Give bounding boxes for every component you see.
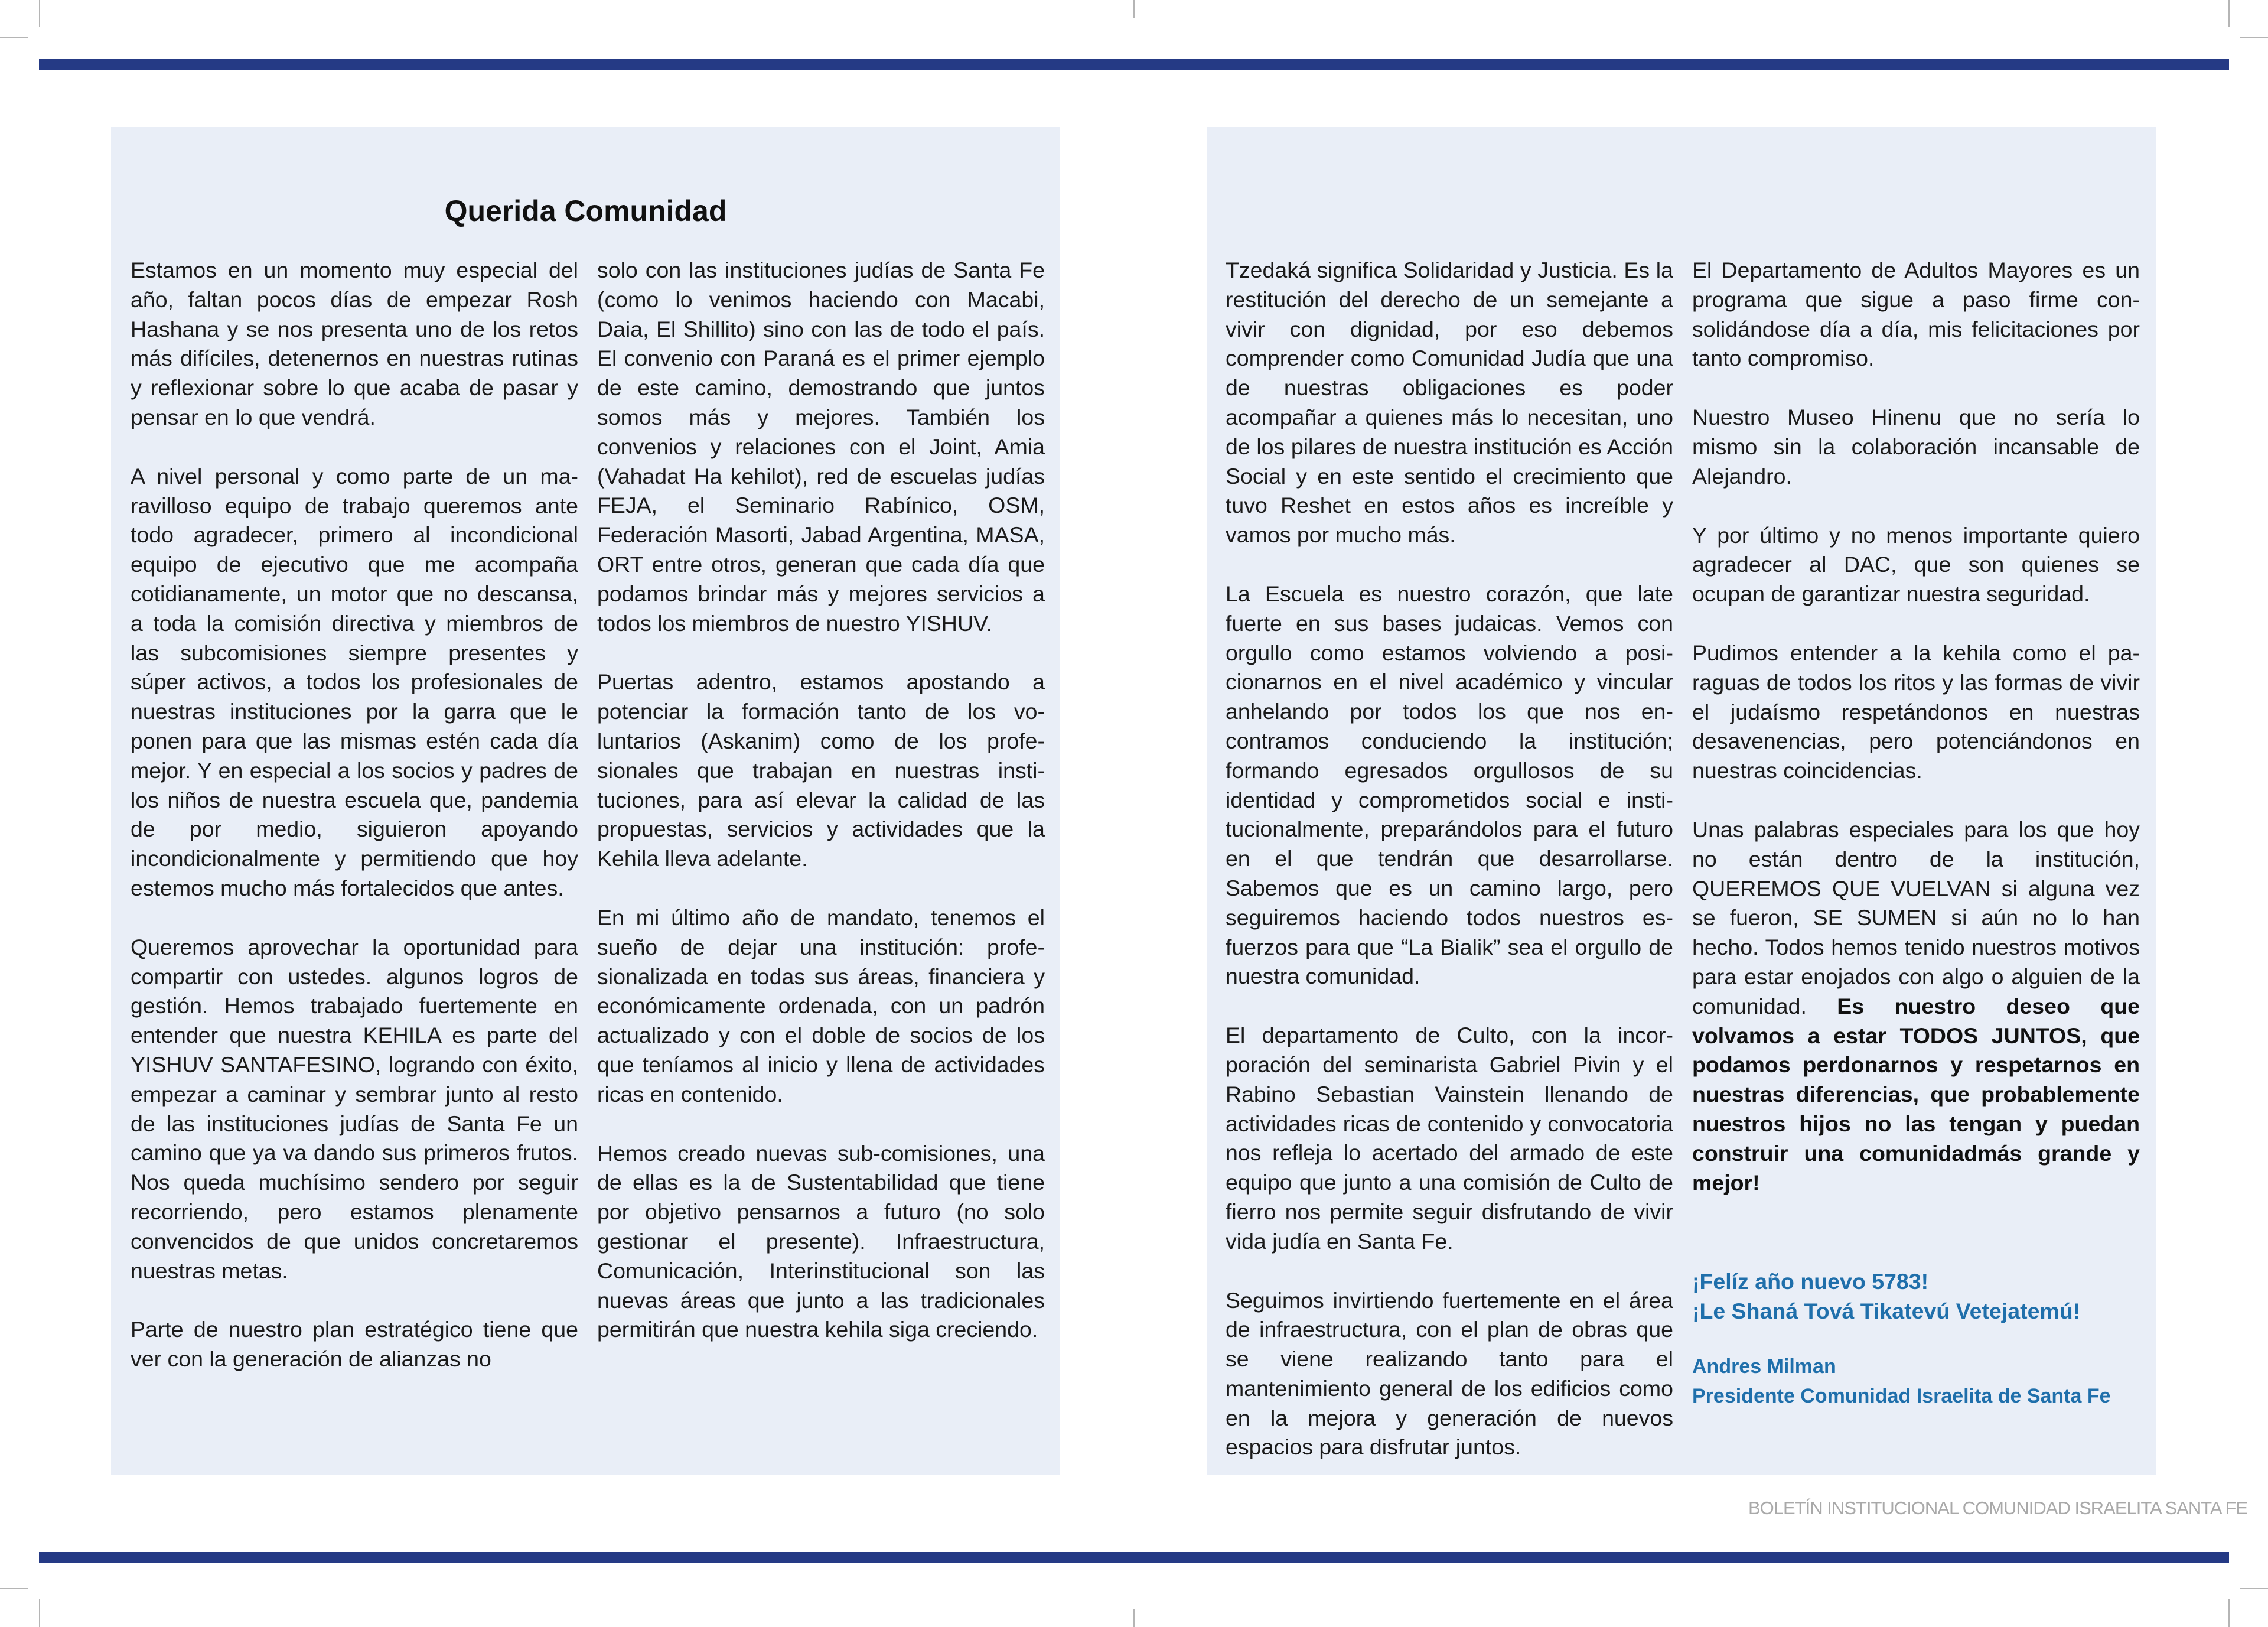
paragraph: Hemos creado nuevas sub-comisiones, una de ellas es la de Sustentabilidad que tiene por objetivo pensarnos a futuro (no solo gestionar el presente). Infraestructura, Comunicación, Interinstitucional son las nuevas áreas que junto a las tradicionales permitirán que nuestra kehila siga creciendo. — [597, 1140, 1045, 1342]
footer-publication-name: BOLETÍN INSTITUCIONAL COMUNIDAD ISRAELITA SANTA FE — [1748, 1498, 2248, 1518]
left-column-2 — [597, 256, 1045, 1374]
paragraph: Parte de nuestro plan estratégico tiene que ver con la generación de alianzas no — [131, 1317, 578, 1372]
paragraph: Puertas adentro, estamos apostando a potenciar la formación tanto de los voluntarios (Askanim) como de los profesionales que trabajan en nuestras instituciones, para así elevar la calidad de las propuestas, servicios y actividades que la Kehila lleva adelante. — [597, 669, 1045, 871]
paragraph: El departamento de Culto, con la incorporación del seminarista Gabriel Pivin y el Rabino Sebastian Vainstein llenando de actividades ricas de contenido y convocatoria nos refleja lo acertado del armado de este equipo que junto a una comisión de Culto de fierro nos permite seguir disfrutando de vivir vida judía en Santa Fe. — [1226, 1023, 1673, 1254]
left-column-1 — [131, 256, 578, 1404]
crop-mark — [2228, 1599, 2230, 1627]
crop-mark — [39, 1599, 40, 1627]
right-column-1 — [1226, 256, 1673, 1492]
closing-text: Unas palabras especiales para los que hoy no están dentro de la institución, QUEREMOS QUE VUELVAN si alguna vez se fueron, SE SUMEN si aún no lo han hecho. Todos hemos tenido nuestros motivos para estar enojados con algo o alguien de la comunidad. — [1692, 816, 2140, 1018]
page-title: Querida Comunidad — [444, 194, 727, 227]
left-text-panel — [111, 127, 1060, 1475]
greeting-new-year: ¡Felíz año nuevo 5783! — [1692, 1269, 1929, 1294]
bottom-rule — [39, 1552, 2229, 1563]
paragraph: Pudimos entender a la kehila como el paraguas de todos los ritos y las formas de vivir el judaísmo respetándonos en nuestras desavenencias, pero potenciándonos en nuestras coincidencias. — [1692, 640, 2140, 783]
paragraph: La Escuela es nuestro corazón, que late fuerte en sus bases judaicas. Vemos con orgullo como estamos volviendo a posicionarnos en el nivel académico y vincular anhelando por todos los que nos encontramos conduciendo la institución; formando egresados orgullosos de su identidad y comprometidos social e institucionalmente, preparándolos para el futuro en el que tendrán que desarrollarse. Sabemos que es un camino largo, pero seguiremos haciendo todos nuestros esfuerzos para que “La Bialik” sea el orgullo de nuestra comunidad. — [1226, 581, 1673, 989]
top-rule — [39, 59, 2229, 70]
paragraph: El Departamento de Adultos Mayores es un programa que sigue a paso firme consolidándose día a día, mis felicitaciones por tanto compromiso. — [1692, 258, 2140, 371]
crop-mark — [2228, 0, 2230, 27]
signature-role: Presidente Comunidad Israelita de Santa Fe — [1692, 1385, 2111, 1408]
paragraph: Queremos aprovechar la oportunidad para compartir con ustedes. algunos logros de gestión. Hemos trabajado fuertemente en entender que nuestra KEHILA es parte del YISHUV SANTAFESINO, logrando con éxito, empezar a caminar y sembrar junto al resto de las instituciones judías de Santa Fe un camino que ya va dando sus primeros frutos. Nos queda muchísimo sendero por seguir recorriendo, pero estamos plenamente convencidos de que unidos concretaremos nuestras metas. — [131, 934, 578, 1283]
paragraph: A nivel personal y como parte de un maravilloso equipo de trabajo queremos ante todo agradecer, primero al incondicional equipo de ejecutivo que me acompaña cotidianamente, un motor que no descansa, a toda la comisión directiva y miembros de las subcomisiones siempre presentes y súper activos, a todos los profesionales de nuestras instituciones por la garra que le ponen para que las mismas estén cada día mejor. Y en especial a los socios y padres de los niños de nuestra escuela que, pandemia de por medio, siguieron apoyando incondicionalmente y permitiendo que hoy estemos mucho más fortalecidos que antes. — [131, 463, 578, 900]
crop-mark — [0, 37, 28, 38]
crop-mark — [2240, 1588, 2268, 1589]
crop-mark — [1133, 1609, 1135, 1627]
crop-mark — [1133, 0, 1135, 18]
paragraph: solo con las instituciones judías de Santa Fe (como lo venimos haciendo con Macabi, Daia, El Shillito) sino con las de todo el país. El convenio con Paraná es el primer ejemplo de este camino, demostrando que juntos somos más y mejores. También los convenios y relaciones con el Joint, Amia (Vahadat Ha kehilot), red de escuelas judías FEJA, el Seminario Rabínico, OSM, Federación Masorti, Jabad Argentina, MASA, ORT entre otros, generan que cada día que podamos brindar más y mejores servicios a todos los miembros de nuestro YISHUV. — [597, 258, 1045, 636]
paragraph: Nuestro Museo Hinenu que no sería lo mismo sin la colaboración incansable de Alejandro. — [1692, 405, 2140, 489]
paragraph: Estamos en un momento muy especial del año, faltan pocos días de empezar Rosh Hashana y se nos presenta uno de los retos más difíciles, detenernos en nuestras rutinas y reflexionar sobre lo que acaba de pasar y pensar en lo que vendrá. — [131, 258, 578, 429]
right-text-panel — [1207, 127, 2156, 1475]
paragraph: En mi último año de mandato, tenemos el sueño de dejar una institución: profesionalizada en todas sus áreas, financiera y económicamente ordenada, con un padrón actualizado y con el doble de socios de los que teníamos al inicio y llena de actividades ricas en contenido. — [597, 904, 1045, 1107]
signature — [1692, 1352, 2140, 1411]
signature-name: Andres Milman — [1692, 1355, 1836, 1378]
closing-paragraph — [1692, 815, 2140, 1198]
paragraph: Y por último y no menos importante quiero agradecer al DAC, que son quienes se ocupan de garantizar nuestra seguridad. — [1692, 522, 2140, 607]
greetings — [1692, 1267, 2140, 1326]
crop-mark — [39, 0, 40, 27]
paragraph: Seguimos invirtiendo fuertemente en el área de infraestructura, con el plan de obras que se viene realizando tanto para el mantenimiento general de los edificios como en la mejora y generación de nuevos espacios para disfrutar juntos. — [1226, 1287, 1673, 1460]
right-column-2 — [1692, 256, 2140, 1411]
crop-mark — [2240, 37, 2268, 38]
paragraph: Tzedaká significa Solidaridad y Justicia. Es la restitución del derecho de un semejante a vivir con dignidad, por eso debemos comprender como Comunidad Judía que una de nuestras obligaciones es poder acompañar a quienes más lo necesitan, uno de los pilares de nuestra institución es Acción Social y en este sentido el crecimiento que tuvo Reshet en estos años es increíble y vamos por mucho más. — [1226, 258, 1673, 548]
closing-emphasis: Es nuestro deseo que volvamos a estar TODOS JUNTOS, que podamos perdonarnos y respetarnos en nuestras diferencias, que probablemente nuestros hijos no las tengan y puedan construir una comunidadmás grande y mejor! — [1692, 993, 2140, 1195]
crop-mark — [0, 1588, 28, 1589]
greeting-shana-tova: ¡Le Shaná Tová Tikatevú Vetejatemú! — [1692, 1299, 2081, 1324]
